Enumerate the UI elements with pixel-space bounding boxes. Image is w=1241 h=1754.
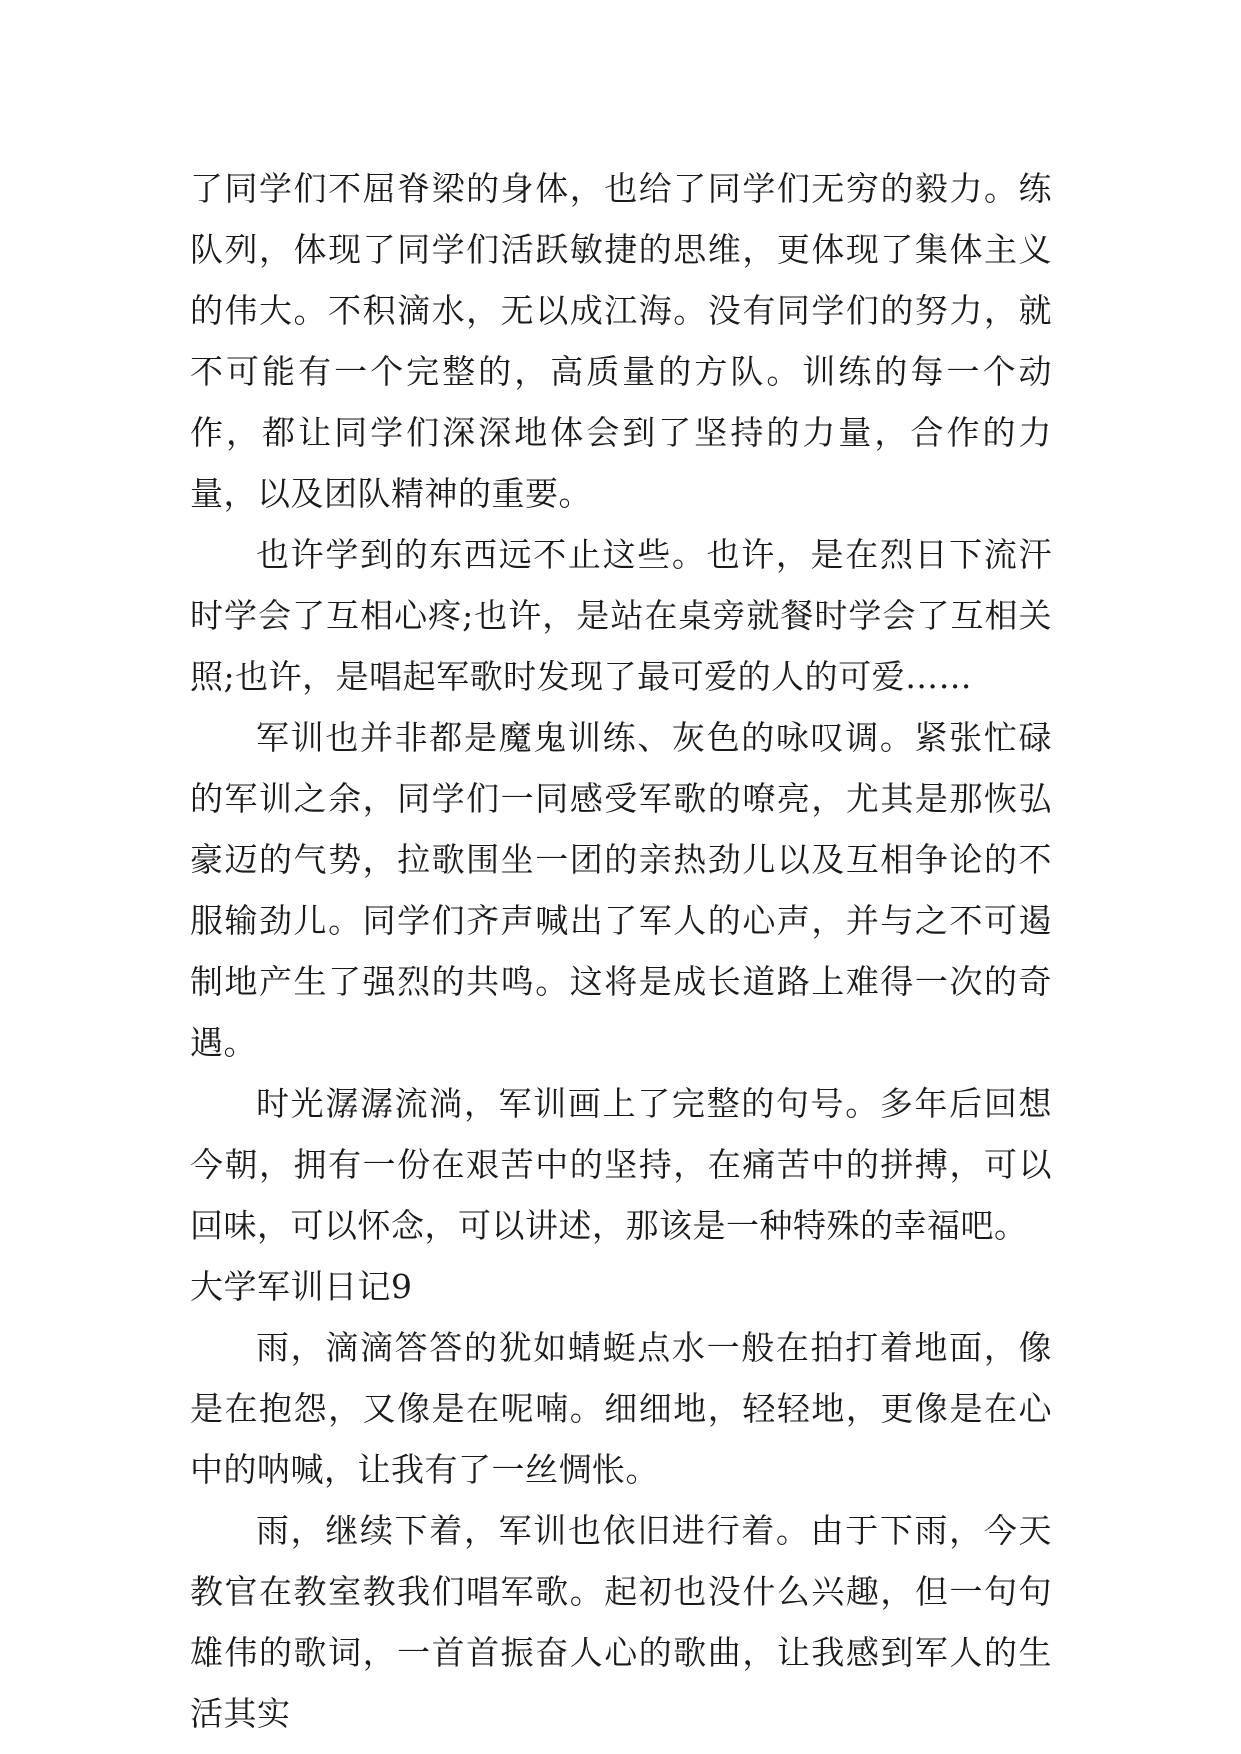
paragraph-6: 雨，继续下着，军训也依旧进行着。由于下雨，今天教官在教室教我们唱军歌。起初也没什么兴趣，但一句句雄伟的歌词，一首首振奋人心的歌曲，让我感到军人的生活其实 bbox=[190, 1511, 1052, 1733]
paragraph-4: 时光潺潺流淌，军训画上了完整的句号。多年后回想今朝，拥有一份在艰苦中的坚持，在痛苦中的拼搏，可以回味，可以怀念，可以讲述，那该是一种特殊的幸福吧。 bbox=[190, 1084, 1052, 1245]
section-heading: 大学军训日记9 bbox=[190, 1267, 413, 1306]
paragraph-5: 雨，滴滴答答的犹如蜻蜓点水一般在拍打着地面，像是在抱怨，又像是在呢喃。细细地，轻轻地，更像是在心中的呐喊，让我有了一丝惆怅。 bbox=[190, 1328, 1052, 1489]
paragraph-3: 军训也并非都是魔鬼训练、灰色的咏叹调。紧张忙碌的军训之余，同学们一同感受军歌的嘹亮，尤其是那恢弘豪迈的气势，拉歌围坐一团的亲热劲儿以及互相争论的不服输劲儿。同学们齐声喊出了军人的心声，并与之不可遏制地产生了强烈的共鸣。这将是成长道路上难得一次的奇遇。 bbox=[190, 718, 1052, 1062]
document-body bbox=[190, 158, 1052, 1744]
paragraph-2: 也许学到的东西远不止这些。也许，是在烈日下流汗时学会了互相心疼;也许，是站在桌旁就餐时学会了互相关照;也许，是唱起军歌时发现了最可爱的人的可爱…… bbox=[190, 535, 1052, 696]
paragraph-1: 了同学们不屈脊梁的身体，也给了同学们无穷的毅力。练队列，体现了同学们活跃敏捷的思维，更体现了集体主义的伟大。不积滴水，无以成江海。没有同学们的努力，就不可能有一个完整的，高质量的方队。训练的每一个动作，都让同学们深深地体会到了坚持的力量，合作的力量，以及团队精神的重要。 bbox=[190, 169, 1052, 513]
